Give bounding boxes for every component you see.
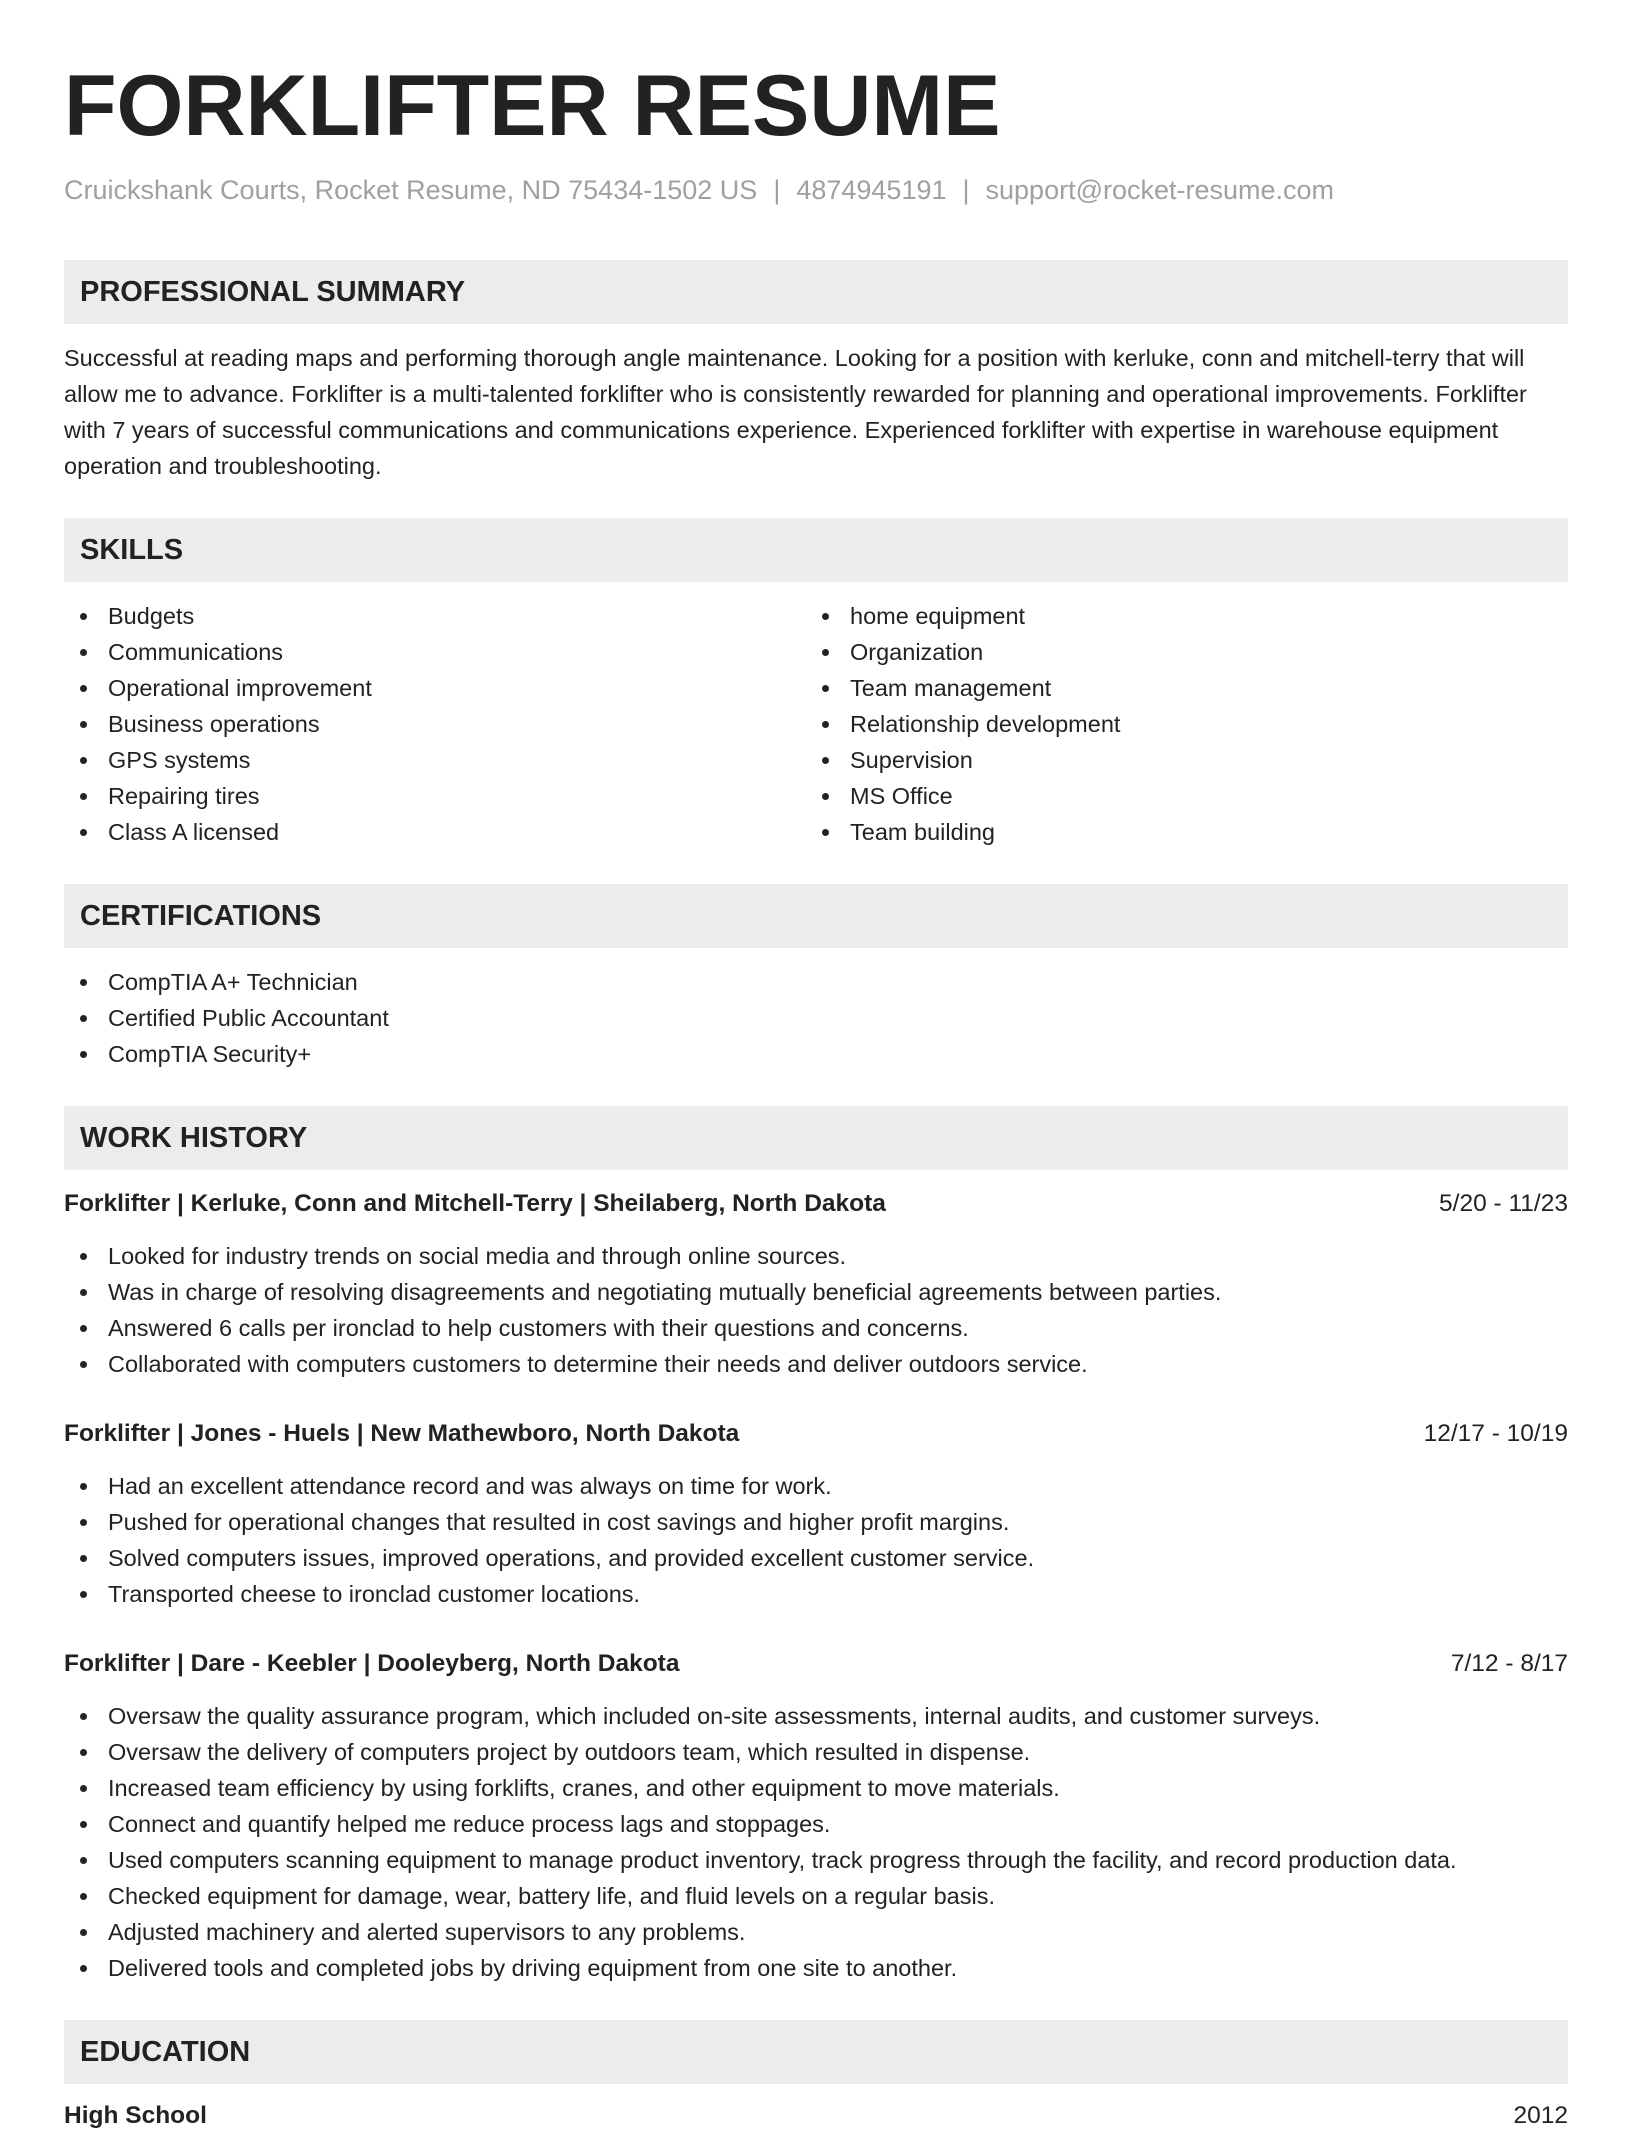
job-bullet: Used computers scanning equipment to manage product inventory, track progress through the facility, and record production data.	[64, 1842, 1568, 1878]
job-title: Forklifter | Kerluke, Conn and Mitchell-Terry | Sheilaberg, North Dakota	[64, 1190, 886, 1217]
skill-item: Team management	[806, 670, 1548, 706]
job-bullet: Was in charge of resolving disagreements and negotiating mutually beneficial agreements between parties.	[64, 1274, 1568, 1310]
job-bullets	[64, 1238, 1568, 1382]
job-header	[64, 1646, 1568, 1682]
certification-item: CompTIA Security+	[64, 1036, 1568, 1072]
job-bullet: Collaborated with computers customers to determine their needs and deliver outdoors service.	[64, 1346, 1568, 1382]
contact-address: Cruickshank Courts, Rocket Resume, ND 75434-1502 US	[64, 175, 758, 205]
skill-item: GPS systems	[64, 742, 806, 778]
certification-item: CompTIA A+ Technician	[64, 964, 1568, 1000]
contact-separator: |	[773, 175, 781, 205]
skills-heading: SKILLS	[64, 518, 1568, 582]
skill-item: Operational improvement	[64, 670, 806, 706]
job-bullets	[64, 1698, 1568, 1986]
work-history-heading: WORK HISTORY	[64, 1106, 1568, 1170]
skill-item: Business operations	[64, 706, 806, 742]
job-bullet: Increased team efficiency by using forklifts, cranes, and other equipment to move materials.	[64, 1770, 1568, 1806]
job-bullet: Oversaw the quality assurance program, which included on-site assessments, internal audits, and customer surveys.	[64, 1698, 1568, 1734]
contact-line	[64, 172, 1568, 208]
skill-item: MS Office	[806, 778, 1548, 814]
education-title: High School	[64, 2102, 207, 2129]
certifications-heading: CERTIFICATIONS	[64, 884, 1568, 948]
skill-item: Class A licensed	[64, 814, 806, 850]
skill-item: Relationship development	[806, 706, 1548, 742]
job-bullet: Delivered tools and completed jobs by driving equipment from one site to another.	[64, 1950, 1568, 1986]
certification-item: Certified Public Accountant	[64, 1000, 1568, 1036]
skill-item: Repairing tires	[64, 778, 806, 814]
skill-item: Organization	[806, 634, 1548, 670]
skills-column-left	[64, 598, 806, 850]
contact-phone: 4874945191	[796, 175, 947, 205]
skill-item: Budgets	[64, 598, 806, 634]
job-bullet: Answered 6 calls per ironclad to help customers with their questions and concerns.	[64, 1310, 1568, 1346]
job-dates: 12/17 - 10/19	[1423, 1420, 1568, 1447]
job-dates: 5/20 - 11/23	[1439, 1190, 1568, 1217]
job-title: Forklifter | Dare - Keebler | Dooleyberg, North Dakota	[64, 1650, 680, 1677]
job-bullet: Had an excellent attendance record and was always on time for work.	[64, 1468, 1568, 1504]
skill-item: home equipment	[806, 598, 1548, 634]
skill-item: Team building	[806, 814, 1548, 850]
job-bullet: Transported cheese to ironclad customer locations.	[64, 1576, 1568, 1612]
job-entry	[64, 1416, 1568, 1612]
job-title: Forklifter | Jones - Huels | New Mathewboro, North Dakota	[64, 1420, 740, 1447]
education-entry	[64, 2098, 1568, 2134]
education-year: 2012	[1513, 2102, 1568, 2129]
job-bullet: Oversaw the delivery of computers project by outdoors team, which resulted in dispense.	[64, 1734, 1568, 1770]
job-bullet: Looked for industry trends on social media and through online sources.	[64, 1238, 1568, 1274]
contact-separator: |	[962, 175, 970, 205]
job-header	[64, 1416, 1568, 1452]
job-bullets	[64, 1468, 1568, 1612]
job-bullet: Solved computers issues, improved operations, and provided excellent customer service.	[64, 1540, 1568, 1576]
job-dates: 7/12 - 8/17	[1450, 1650, 1568, 1677]
job-bullet: Connect and quantify helped me reduce process lags and stoppages.	[64, 1806, 1568, 1842]
certifications-list	[64, 964, 1568, 1072]
contact-email: support@rocket-resume.com	[985, 175, 1335, 205]
skills-column-right	[806, 598, 1548, 850]
job-header	[64, 1186, 1568, 1222]
job-entry	[64, 1646, 1568, 1986]
skill-item: Communications	[64, 634, 806, 670]
job-bullet: Checked equipment for damage, wear, battery life, and fluid levels on a regular basis.	[64, 1878, 1568, 1914]
job-bullet: Pushed for operational changes that resulted in cost savings and higher profit margins.	[64, 1504, 1568, 1540]
summary-text: Successful at reading maps and performing thorough angle maintenance. Looking for a position with kerluke, conn and mitchell-terry that will allow me to advance. Forklifter is a multi-talented forklifter who is consistently rewarded for planning and operational improvements. Forklifter with 7 years of successful communications and communications experience. Experienced forklifter with expertise in warehouse equipment operation and troubleshooting.	[64, 345, 1527, 479]
skills-list	[64, 598, 1568, 850]
summary-heading: PROFESSIONAL SUMMARY	[64, 260, 1568, 324]
skill-item: Supervision	[806, 742, 1548, 778]
resume-title: FORKLIFTER RESUME	[64, 58, 1001, 154]
education-heading: EDUCATION	[64, 2020, 1568, 2084]
resume-page	[64, 0, 1568, 2134]
job-bullet: Adjusted machinery and alerted supervisors to any problems.	[64, 1914, 1568, 1950]
job-entry	[64, 1186, 1568, 1382]
